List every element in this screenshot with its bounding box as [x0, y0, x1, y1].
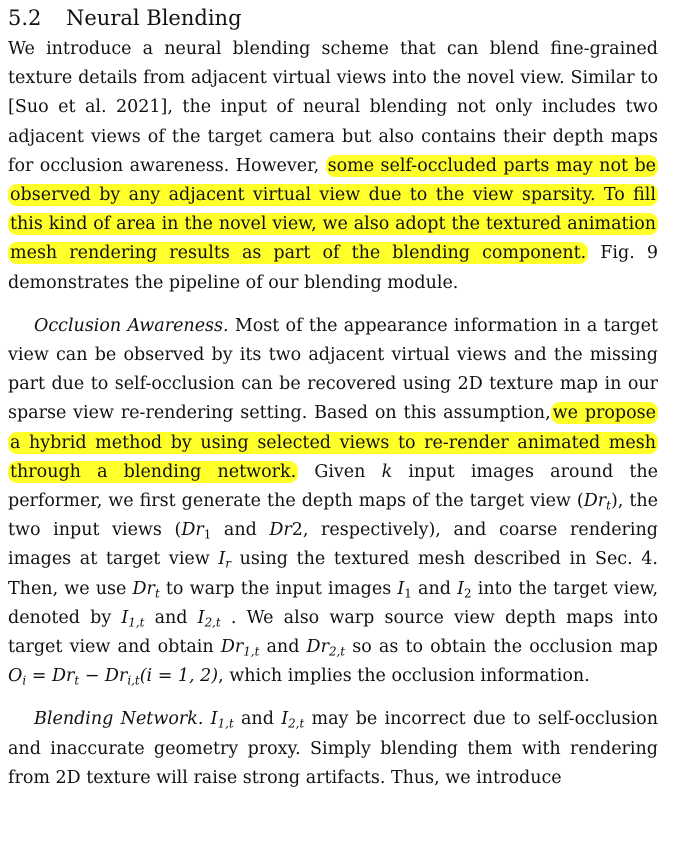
text-run: We introduce a neural blending scheme that can blend fine-grained texture details from adjacent virtual views into the novel view. Similar to [Suo et al. 2021], the input of neural blending not only includes two adjacent views of the target camera but also contains their depth maps for occlusion awareness. However, — [8, 39, 658, 176]
paper-page — [8, 0, 658, 793]
math-eq: (i = 1, 2) — [139, 666, 219, 687]
math-sub: r — [225, 557, 231, 572]
section-number: 5.2 — [8, 6, 42, 30]
math-sub: 1,t — [217, 717, 234, 732]
section-heading — [8, 0, 658, 35]
math-k: k — [381, 461, 393, 482]
text-run: to warp the input images — [159, 578, 398, 599]
text-run: Given — [298, 461, 382, 482]
math-dr2t: Dr — [306, 637, 329, 658]
highlight-self-occlusion: some self-occluded parts may not be observed by any adjacent virtual view due to the view sparsity. To fill this kind of area in the novel view, we also adopt the textured animation mesh rendering results as part of the blending component. — [10, 155, 657, 264]
text-run: 2, respectively), and coarse rendering images at target view — [8, 520, 658, 570]
math-eq: = Dr — [26, 666, 75, 687]
math-drt: Dr — [583, 491, 607, 512]
text-run: and — [233, 709, 282, 730]
section-title: Neural Blending — [66, 6, 242, 30]
math-i1t: I — [210, 709, 218, 730]
math-sub: 2,t — [328, 644, 346, 659]
math-sub: i,t — [127, 673, 140, 688]
math-i2t: I — [281, 709, 289, 730]
math-sub: i — [22, 673, 27, 688]
runin-blending-network: Blending Network. — [34, 709, 204, 730]
runin-occlusion-awareness: Occlusion Awareness. — [34, 315, 229, 336]
math-i1t: I — [121, 607, 129, 628]
text-run: . We also warp source view depth maps into target view and obtain — [8, 607, 658, 658]
text-run: may be incorrect due to self-occlusion and inaccurate geometry proxy. Simply blending them with rendering from 2D texture will raise strong artifacts. Thus, we introduce — [8, 709, 658, 788]
text-run: Fig. 9 demonstrates the pipeline of our blending module. — [8, 243, 658, 293]
math-dr2: Dr — [269, 520, 292, 541]
text-run: , which implies the occlusion information. — [218, 666, 590, 687]
math-sub: 1 — [404, 586, 412, 601]
text-run: Most of the appearance information in a target view can be observed by its two adjacent virtual views and the missing part due to self-occlusion can be recovered using 2D texture map in our sparse view re-rendering setting. Based on this assumption, — [8, 315, 658, 424]
text-run: using the textured mesh described in Sec. 4. Then, we use — [8, 549, 658, 599]
paragraph-intro — [8, 35, 658, 298]
text-run: into the target view, denoted by — [8, 578, 659, 628]
text-run: and — [144, 607, 198, 628]
math-sub: 2,t — [204, 615, 221, 630]
paragraph-occlusion-awareness — [8, 312, 658, 692]
math-i2t: I — [197, 607, 205, 628]
text-run: so as to obtain the occlusion map — [345, 637, 658, 658]
highlight-hybrid-method: we propose a hybrid method by using selected views to re-render animated mesh through a blending network. — [10, 403, 657, 482]
math-eq: − Dr — [79, 666, 128, 687]
math-i2: I — [457, 578, 465, 599]
text-run: and — [211, 520, 270, 541]
math-sub: 1 — [203, 527, 212, 542]
math-dr1: Dr — [181, 520, 204, 541]
math-sub: 1,t — [128, 615, 145, 630]
math-i1: I — [397, 578, 405, 599]
text-run: and — [259, 637, 307, 658]
text-run: input images around the performer, we first generate the depth maps of the target view ( — [8, 461, 659, 512]
math-drt: Dr — [132, 578, 155, 599]
math-sub: t — [154, 586, 160, 601]
math-sub: 1,t — [243, 644, 260, 659]
math-sub: t — [74, 673, 80, 688]
paragraph-blending-network — [8, 705, 658, 793]
math-sub: 2 — [464, 586, 472, 601]
math-sub: t — [606, 498, 611, 513]
text-run: ), the two input views ( — [8, 491, 658, 541]
math-dr1t: Dr — [220, 637, 244, 658]
math-sub: 2,t — [288, 717, 305, 732]
text-run: and — [411, 578, 458, 599]
math-occlusion-map: O — [8, 666, 23, 687]
text-run — [203, 709, 210, 729]
math-ir: I — [218, 549, 226, 570]
